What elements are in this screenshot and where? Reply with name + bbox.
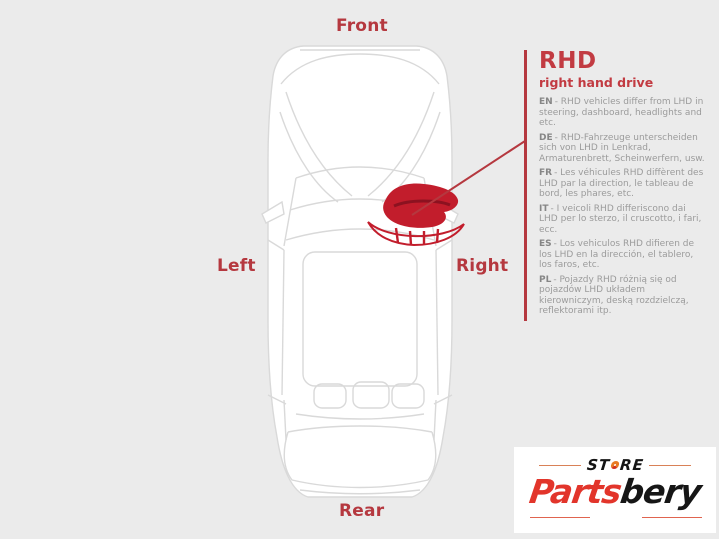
entry-text: - Los vehiculos RHD difieren de los LHD en la dirección, el tablero, los faros, etc.: [539, 239, 695, 270]
entry-it: [539, 204, 707, 236]
brand-underline-right: [642, 517, 702, 518]
store-divider-right: [649, 465, 691, 466]
store-text-st: ST: [585, 456, 611, 474]
language-code: DE: [539, 132, 553, 143]
entry-text: - Les véhicules RHD diffèrent des LHD par la direction, le tableau de bord, les phares, etc.: [539, 168, 704, 199]
entry-en: [539, 97, 707, 129]
rhd-info-panel: [524, 50, 706, 321]
label-rear: Rear: [339, 501, 385, 521]
entry-text: - RHD-Fahrzeuge unterscheiden sich von LHD in Lenkrad, Armaturenbrett, Scheinwerfern, usw.: [539, 132, 705, 164]
language-code: FR: [539, 168, 553, 178]
entry-fr: [539, 168, 707, 200]
label-right: Right: [456, 256, 509, 276]
entry-es: [539, 239, 707, 271]
car-body-lines: [262, 46, 458, 497]
language-code: PL: [539, 274, 552, 285]
language-code: EN: [539, 97, 553, 107]
panel-title: RHD: [539, 48, 597, 74]
entry-pl: [539, 275, 707, 317]
language-entries: [539, 97, 706, 317]
brand-parts: Parts: [526, 472, 624, 511]
store-divider-left: [539, 465, 581, 466]
partsbery-logo: [514, 447, 716, 533]
entry-text: - I veicoli RHD differiscono dai LHD per lo sterzo, il cruscotto, i fari, ecc.: [539, 203, 702, 235]
entry-text: - Pojazdy RHD różnią się od pojazdów LHD układem kierowniczym, deską rozdzielczą, reflektorami itp.: [539, 274, 689, 316]
store-text-re: RE: [618, 456, 645, 474]
language-code: ES: [539, 239, 552, 249]
entry-de: [539, 133, 707, 165]
entry-text: - RHD vehicles differ from LHD in steering, dashboard, headlights and etc.: [539, 97, 704, 128]
panel-subtitle: right hand drive: [539, 75, 654, 90]
brand-bery: bery: [617, 472, 704, 511]
brand-underline-left: [530, 517, 590, 518]
brand-wordmark: [512, 472, 719, 511]
label-front: Front: [336, 16, 388, 36]
store-o-ring-icon: [610, 461, 620, 469]
language-code: IT: [539, 203, 549, 214]
label-left: Left: [217, 256, 256, 276]
